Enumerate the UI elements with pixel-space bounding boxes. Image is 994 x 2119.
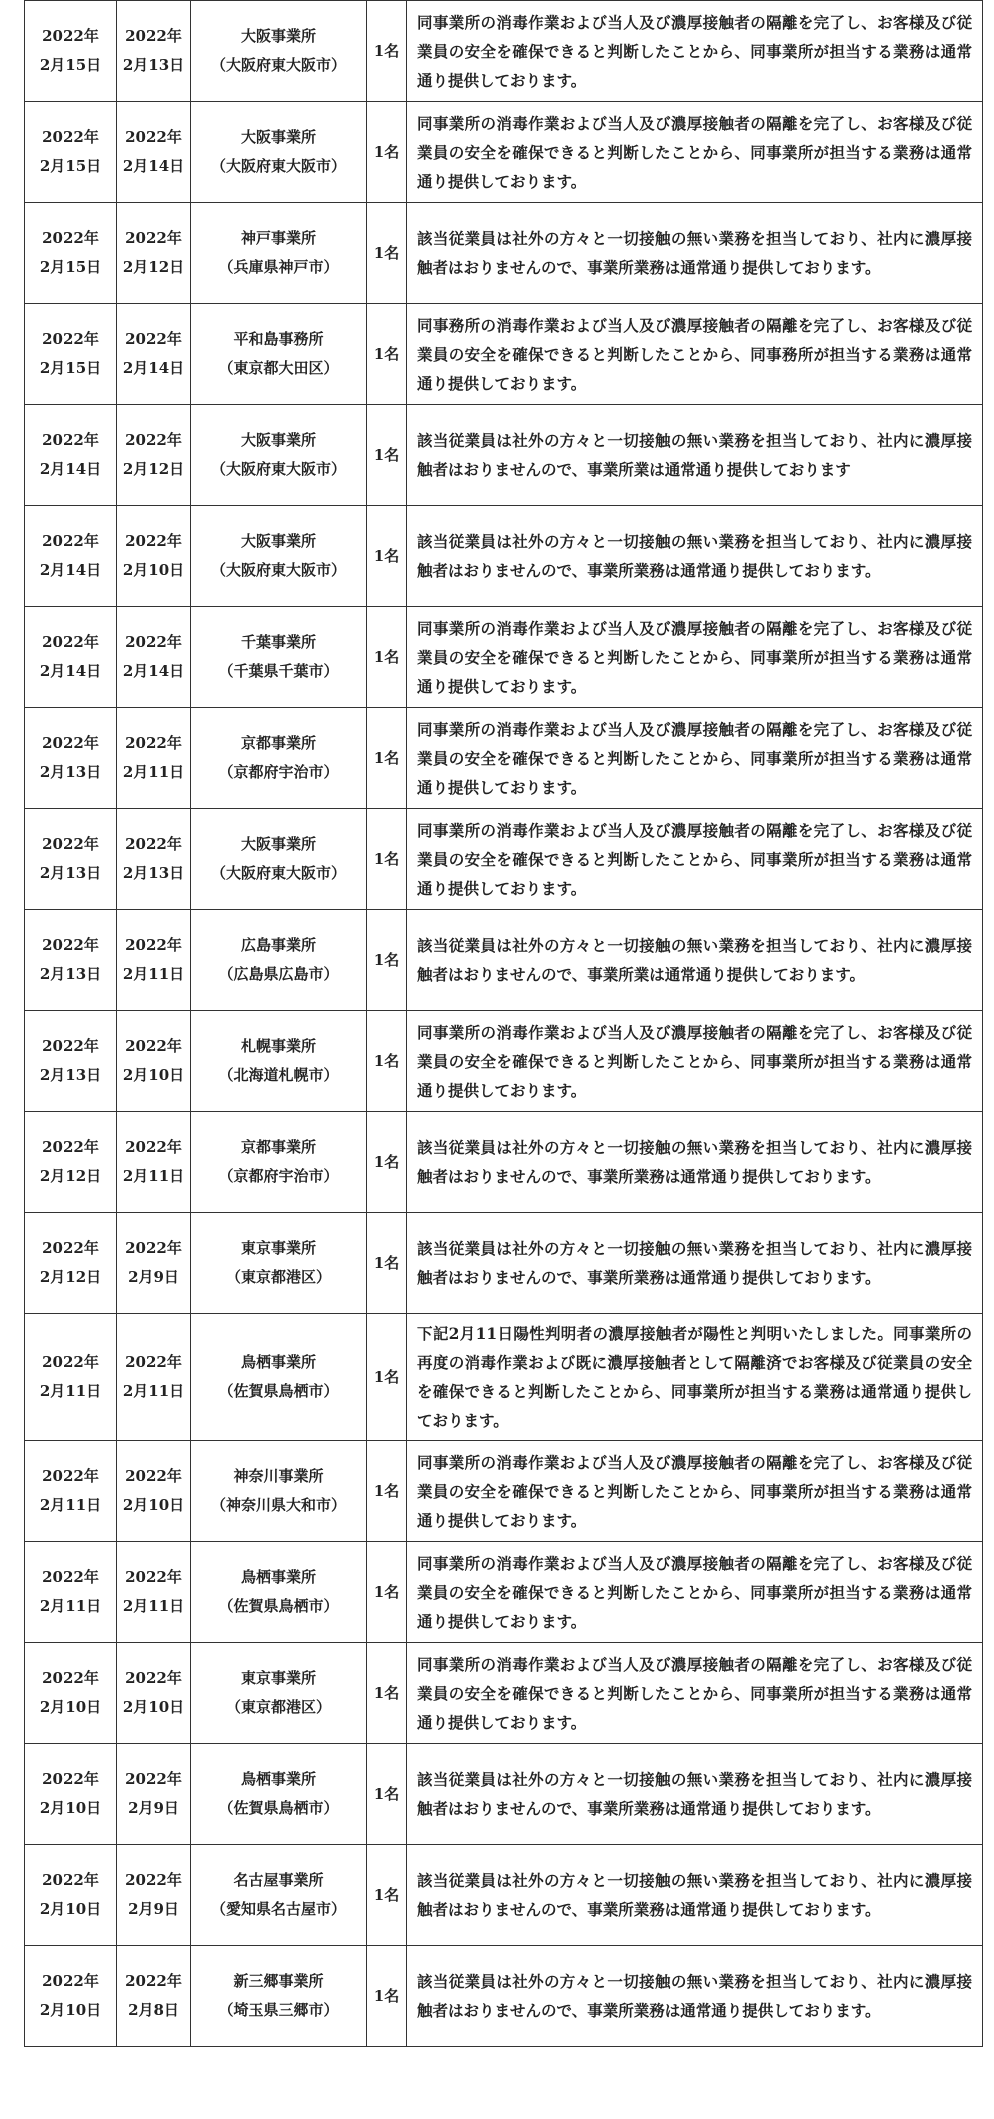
confirmed-date-cell <box>117 809 191 910</box>
office-cell <box>191 1441 367 1542</box>
office-cell-line: （京都府宇治市） <box>218 763 339 781</box>
published-date-cell-line: 2月15日 <box>39 157 102 175</box>
confirmed-date-cell <box>117 1 191 102</box>
confirmed-date-cell <box>117 506 191 607</box>
confirmed-date-cell-line: 2月8日 <box>128 2001 179 2019</box>
status-cell: 同事業所の消毒作業および当人及び濃厚接触者の隔離を完了し、お客様及び従業員の安全を確保できると判断したことから、同事業所が担当する業務は通常通り提供しております。 <box>407 1011 983 1112</box>
office-cell-line: 大阪事業所 <box>240 532 316 550</box>
published-date-cell-line: 2022年 <box>42 1239 99 1257</box>
confirmed-date-cell <box>117 102 191 203</box>
published-date-cell <box>25 607 117 708</box>
published-date-cell-line: 2022年 <box>42 1138 99 1156</box>
confirmed-date-cell-line: 2月11日 <box>122 763 185 781</box>
confirmed-date-cell-line: 2022年 <box>125 734 182 752</box>
office-cell-line: （千葉県千葉市） <box>218 662 339 680</box>
table-row <box>25 506 983 607</box>
office-cell-line: （京都府宇治市） <box>218 1167 339 1185</box>
confirmed-date-cell-line: 2月11日 <box>122 965 185 983</box>
published-date-cell <box>25 506 117 607</box>
office-cell-line: 広島事業所 <box>240 936 316 954</box>
office-cell <box>191 1 367 102</box>
confirmed-date-cell-line: 2月10日 <box>122 561 185 579</box>
table-row <box>25 910 983 1011</box>
office-cell-line: 千葉事業所 <box>240 633 316 651</box>
published-date-cell-line: 2月12日 <box>39 1268 102 1286</box>
published-date-cell <box>25 1542 117 1643</box>
published-date-cell <box>25 1314 117 1441</box>
office-cell-line: 鳥栖事業所 <box>240 1353 316 1371</box>
published-date-cell-line: 2022年 <box>42 936 99 954</box>
published-date-cell-line: 2月13日 <box>39 763 102 781</box>
office-cell-line: 神奈川事業所 <box>233 1467 324 1485</box>
confirmed-date-cell-line: 2022年 <box>125 229 182 247</box>
published-date-cell-line: 2月10日 <box>39 1900 102 1918</box>
table-row <box>25 1643 983 1744</box>
office-cell-line: 鳥栖事業所 <box>240 1568 316 1586</box>
confirmed-date-cell-line: 2022年 <box>125 633 182 651</box>
office-cell-line: 東京事業所 <box>240 1669 316 1687</box>
confirmed-date-cell <box>117 1112 191 1213</box>
published-date-cell-line: 2022年 <box>42 1568 99 1586</box>
status-cell: 該当従業員は社外の方々と一切接触の無い業務を担当しており、社内に濃厚接触者はおりませんので、事業所業は通常通り提供しております。 <box>407 910 983 1011</box>
count-cell: 1名 <box>367 1 407 102</box>
published-date-cell <box>25 708 117 809</box>
table-row <box>25 102 983 203</box>
published-date-cell-line: 2022年 <box>42 128 99 146</box>
published-date-cell <box>25 910 117 1011</box>
confirmed-date-cell <box>117 1946 191 2047</box>
office-cell-line: （神奈川県大和市） <box>210 1496 346 1514</box>
count-cell: 1名 <box>367 1946 407 2047</box>
count-cell: 1名 <box>367 1542 407 1643</box>
confirmed-date-cell <box>117 1845 191 1946</box>
count-cell: 1名 <box>367 506 407 607</box>
confirmed-date-cell <box>117 607 191 708</box>
published-date-cell <box>25 809 117 910</box>
count-cell: 1名 <box>367 1011 407 1112</box>
status-cell: 該当従業員は社外の方々と一切接触の無い業務を担当しており、社内に濃厚接触者はおりませんので、事業所業務は通常通り提供しております。 <box>407 1946 983 2047</box>
confirmed-date-cell-line: 2022年 <box>125 835 182 853</box>
office-cell-line: （佐賀県鳥栖市） <box>218 1799 339 1817</box>
confirmed-date-cell <box>117 304 191 405</box>
confirmed-date-cell <box>117 1643 191 1744</box>
count-cell: 1名 <box>367 910 407 1011</box>
published-date-cell-line: 2月13日 <box>39 1066 102 1084</box>
confirmed-date-cell-line: 2月9日 <box>128 1799 179 1817</box>
published-date-cell-line: 2月15日 <box>39 258 102 276</box>
published-date-cell <box>25 1011 117 1112</box>
office-cell-line: （東京都港区） <box>225 1268 331 1286</box>
confirmed-date-cell-line: 2022年 <box>125 1770 182 1788</box>
office-cell-line: （東京都大田区） <box>218 359 339 377</box>
published-date-cell <box>25 1845 117 1946</box>
table-row <box>25 405 983 506</box>
status-cell: 該当従業員は社外の方々と一切接触の無い業務を担当しており、社内に濃厚接触者はおりませんので、事業所業務は通常通り提供しております。 <box>407 1744 983 1845</box>
status-cell: 該当従業員は社外の方々と一切接触の無い業務を担当しており、社内に濃厚接触者はおりませんので、事業所業務は通常通り提供しております。 <box>407 203 983 304</box>
office-cell-line: 鳥栖事業所 <box>240 1770 316 1788</box>
office-cell-line: 神戸事業所 <box>240 229 316 247</box>
table-row <box>25 1314 983 1441</box>
office-cell-line: （大阪府東大阪市） <box>210 561 346 579</box>
office-cell <box>191 506 367 607</box>
published-date-cell <box>25 203 117 304</box>
published-date-cell-line: 2022年 <box>42 1770 99 1788</box>
published-date-cell-line: 2月11日 <box>39 1496 102 1514</box>
table-row <box>25 1112 983 1213</box>
office-cell <box>191 708 367 809</box>
published-date-cell <box>25 1441 117 1542</box>
status-cell: 同事務所の消毒作業および当人及び濃厚接触者の隔離を完了し、お客様及び従業員の安全を確保できると判断したことから、同事務所が担当する業務は通常通り提供しております。 <box>407 304 983 405</box>
office-cell-line: 京都事業所 <box>240 734 316 752</box>
confirmed-date-cell-line: 2022年 <box>125 1239 182 1257</box>
count-cell: 1名 <box>367 708 407 809</box>
office-cell <box>191 1744 367 1845</box>
office-cell-line: 大阪事業所 <box>240 27 316 45</box>
office-cell-line: 東京事業所 <box>240 1239 316 1257</box>
published-date-cell-line: 2月14日 <box>39 460 102 478</box>
count-cell: 1名 <box>367 1314 407 1441</box>
confirmed-date-cell-line: 2022年 <box>125 936 182 954</box>
table-row <box>25 1744 983 1845</box>
office-cell-line: 京都事業所 <box>240 1138 316 1156</box>
office-cell <box>191 1542 367 1643</box>
confirmed-date-cell <box>117 1314 191 1441</box>
published-date-cell-line: 2月10日 <box>39 1799 102 1817</box>
published-date-cell-line: 2月12日 <box>39 1167 102 1185</box>
count-cell: 1名 <box>367 405 407 506</box>
confirmed-date-cell-line: 2022年 <box>125 1669 182 1687</box>
table-row <box>25 1213 983 1314</box>
published-date-cell-line: 2022年 <box>42 1871 99 1889</box>
table-row <box>25 1011 983 1112</box>
office-cell <box>191 304 367 405</box>
published-date-cell-line: 2月14日 <box>39 662 102 680</box>
published-date-cell-line: 2月11日 <box>39 1597 102 1615</box>
office-cell-line: （兵庫県神戸市） <box>218 258 339 276</box>
office-cell-line: 新三郷事業所 <box>233 1972 324 1990</box>
published-date-cell-line: 2022年 <box>42 734 99 752</box>
confirmed-date-cell-line: 2月12日 <box>122 258 185 276</box>
confirmed-date-cell-line: 2022年 <box>125 1138 182 1156</box>
office-cell-line: （大阪府東大阪市） <box>210 864 346 882</box>
table-row <box>25 1 983 102</box>
office-cell-line: 大阪事業所 <box>240 431 316 449</box>
confirmed-date-cell <box>117 708 191 809</box>
confirmed-date-cell-line: 2022年 <box>125 1972 182 1990</box>
office-cell <box>191 1643 367 1744</box>
office-cell-line: （大阪府東大阪市） <box>210 157 346 175</box>
confirmed-date-cell-line: 2022年 <box>125 1568 182 1586</box>
office-cell <box>191 1845 367 1946</box>
status-cell: 同事業所の消毒作業および当人及び濃厚接触者の隔離を完了し、お客様及び従業員の安全を確保できると判断したことから、同事業所が担当する業務は通常通り提供しております。 <box>407 1 983 102</box>
office-cell <box>191 607 367 708</box>
count-cell: 1名 <box>367 203 407 304</box>
confirmed-date-cell-line: 2月14日 <box>122 662 185 680</box>
confirmed-date-cell <box>117 203 191 304</box>
table-row <box>25 1946 983 2047</box>
office-cell-line: 平和島事務所 <box>233 330 324 348</box>
table-body <box>25 1 983 2047</box>
published-date-cell-line: 2022年 <box>42 330 99 348</box>
table-row <box>25 1542 983 1643</box>
status-cell: 該当従業員は社外の方々と一切接触の無い業務を担当しており、社内に濃厚接触者はおりませんので、事業所業務は通常通り提供しております。 <box>407 506 983 607</box>
office-cell-line: （東京都港区） <box>225 1698 331 1716</box>
published-date-cell-line: 2022年 <box>42 532 99 550</box>
confirmed-date-cell-line: 2月11日 <box>122 1382 185 1400</box>
confirmed-date-cell-line: 2月10日 <box>122 1698 185 1716</box>
confirmed-date-cell <box>117 1542 191 1643</box>
published-date-cell-line: 2022年 <box>42 1669 99 1687</box>
confirmed-date-cell-line: 2022年 <box>125 532 182 550</box>
published-date-cell <box>25 304 117 405</box>
confirmed-date-cell-line: 2022年 <box>125 128 182 146</box>
published-date-cell-line: 2月11日 <box>39 1382 102 1400</box>
office-cell-line: （大阪府東大阪市） <box>210 460 346 478</box>
count-cell: 1名 <box>367 1112 407 1213</box>
office-cell <box>191 203 367 304</box>
status-cell: 該当従業員は社外の方々と一切接触の無い業務を担当しており、社内に濃厚接触者はおりませんので、事業所業務は通常通り提供しております。 <box>407 1845 983 1946</box>
confirmed-date-cell <box>117 1744 191 1845</box>
published-date-cell-line: 2022年 <box>42 27 99 45</box>
confirmed-date-cell <box>117 1011 191 1112</box>
count-cell: 1名 <box>367 102 407 203</box>
published-date-cell <box>25 1946 117 2047</box>
status-cell: 同事業所の消毒作業および当人及び濃厚接触者の隔離を完了し、お客様及び従業員の安全を確保できると判断したことから、同事業所が担当する業務は通常通り提供しております。 <box>407 1643 983 1744</box>
office-cell-line: 大阪事業所 <box>240 128 316 146</box>
status-cell: 下記2月11日陽性判明者の濃厚接触者が陽性と判明いたしました。同事業所の再度の消毒作業および既に濃厚接触者として隔離済でお客様及び従業員の安全を確保できると判断したことから、同事業所が担当する業務は通常通り提供しております。 <box>407 1314 983 1441</box>
published-date-cell <box>25 1112 117 1213</box>
table-row <box>25 607 983 708</box>
count-cell: 1名 <box>367 1441 407 1542</box>
confirmed-date-cell <box>117 1441 191 1542</box>
office-cell <box>191 405 367 506</box>
status-cell: 該当従業員は社外の方々と一切接触の無い業務を担当しており、社内に濃厚接触者はおりませんので、事業所業は通常通り提供しております <box>407 405 983 506</box>
published-date-cell <box>25 1643 117 1744</box>
published-date-cell-line: 2月13日 <box>39 965 102 983</box>
confirmed-date-cell-line: 2022年 <box>125 1871 182 1889</box>
office-cell <box>191 1314 367 1441</box>
count-cell: 1名 <box>367 304 407 405</box>
published-date-cell-line: 2月10日 <box>39 2001 102 2019</box>
table-row <box>25 1845 983 1946</box>
published-date-cell <box>25 102 117 203</box>
confirmed-date-cell-line: 2月14日 <box>122 359 185 377</box>
published-date-cell-line: 2022年 <box>42 431 99 449</box>
office-cell-line: 名古屋事業所 <box>233 1871 324 1889</box>
published-date-cell-line: 2月13日 <box>39 864 102 882</box>
published-date-cell-line: 2022年 <box>42 633 99 651</box>
infection-report-table <box>24 0 983 2047</box>
office-cell <box>191 809 367 910</box>
status-cell: 同事業所の消毒作業および当人及び濃厚接触者の隔離を完了し、お客様及び従業員の安全を確保できると判断したことから、同事業所が担当する業務は通常通り提供しております。 <box>407 809 983 910</box>
confirmed-date-cell-line: 2月10日 <box>122 1496 185 1514</box>
status-cell: 該当従業員は社外の方々と一切接触の無い業務を担当しており、社内に濃厚接触者はおりませんので、事業所業務は通常通り提供しております。 <box>407 1213 983 1314</box>
published-date-cell-line: 2022年 <box>42 1972 99 1990</box>
table-row <box>25 708 983 809</box>
confirmed-date-cell-line: 2月12日 <box>122 460 185 478</box>
confirmed-date-cell-line: 2月9日 <box>128 1900 179 1918</box>
confirmed-date-cell-line: 2月9日 <box>128 1268 179 1286</box>
published-date-cell-line: 2月15日 <box>39 56 102 74</box>
office-cell <box>191 910 367 1011</box>
confirmed-date-cell-line: 2月13日 <box>122 56 185 74</box>
confirmed-date-cell <box>117 910 191 1011</box>
office-cell-line: （北海道札幌市） <box>218 1066 339 1084</box>
office-cell-line: （広島県広島市） <box>218 965 339 983</box>
confirmed-date-cell-line: 2022年 <box>125 431 182 449</box>
office-cell <box>191 1213 367 1314</box>
table-row <box>25 809 983 910</box>
count-cell: 1名 <box>367 1845 407 1946</box>
published-date-cell-line: 2022年 <box>42 1353 99 1371</box>
office-cell <box>191 1011 367 1112</box>
count-cell: 1名 <box>367 1643 407 1744</box>
office-cell-line: 札幌事業所 <box>240 1037 316 1055</box>
published-date-cell-line: 2022年 <box>42 1037 99 1055</box>
office-cell <box>191 1946 367 2047</box>
confirmed-date-cell-line: 2月10日 <box>122 1066 185 1084</box>
published-date-cell <box>25 1 117 102</box>
office-cell-line: （愛知県名古屋市） <box>210 1900 346 1918</box>
published-date-cell-line: 2月15日 <box>39 359 102 377</box>
published-date-cell-line: 2月10日 <box>39 1698 102 1716</box>
confirmed-date-cell-line: 2月14日 <box>122 157 185 175</box>
status-cell: 同事業所の消毒作業および当人及び濃厚接触者の隔離を完了し、お客様及び従業員の安全を確保できると判断したことから、同事業所が担当する業務は通常通り提供しております。 <box>407 102 983 203</box>
status-cell: 同事業所の消毒作業および当人及び濃厚接触者の隔離を完了し、お客様及び従業員の安全を確保できると判断したことから、同事業所が担当する業務は通常通り提供しております。 <box>407 1441 983 1542</box>
confirmed-date-cell-line: 2月11日 <box>122 1167 185 1185</box>
office-cell-line: （佐賀県鳥栖市） <box>218 1382 339 1400</box>
table-row <box>25 203 983 304</box>
published-date-cell-line: 2022年 <box>42 229 99 247</box>
office-cell-line: 大阪事業所 <box>240 835 316 853</box>
office-cell-line: （大阪府東大阪市） <box>210 56 346 74</box>
confirmed-date-cell <box>117 405 191 506</box>
published-date-cell <box>25 405 117 506</box>
confirmed-date-cell-line: 2月13日 <box>122 864 185 882</box>
confirmed-date-cell-line: 2022年 <box>125 1467 182 1485</box>
status-cell: 同事業所の消毒作業および当人及び濃厚接触者の隔離を完了し、お客様及び従業員の安全を確保できると判断したことから、同事業所が担当する業務は通常通り提供しております。 <box>407 1542 983 1643</box>
status-cell: 同事業所の消毒作業および当人及び濃厚接触者の隔離を完了し、お客様及び従業員の安全を確保できると判断したことから、同事業所が担当する業務は通常通り提供しております。 <box>407 607 983 708</box>
office-cell-line: （埼玉県三郷市） <box>218 2001 339 2019</box>
table-row <box>25 1441 983 1542</box>
office-cell-line: （佐賀県鳥栖市） <box>218 1597 339 1615</box>
published-date-cell-line: 2月14日 <box>39 561 102 579</box>
office-cell <box>191 1112 367 1213</box>
status-cell: 同事業所の消毒作業および当人及び濃厚接触者の隔離を完了し、お客様及び従業員の安全を確保できると判断したことから、同事業所が担当する業務は通常通り提供しております。 <box>407 708 983 809</box>
count-cell: 1名 <box>367 607 407 708</box>
published-date-cell-line: 2022年 <box>42 1467 99 1485</box>
office-cell <box>191 102 367 203</box>
confirmed-date-cell-line: 2022年 <box>125 1353 182 1371</box>
published-date-cell-line: 2022年 <box>42 835 99 853</box>
table-row <box>25 304 983 405</box>
published-date-cell <box>25 1213 117 1314</box>
confirmed-date-cell-line: 2022年 <box>125 1037 182 1055</box>
count-cell: 1名 <box>367 809 407 910</box>
status-cell: 該当従業員は社外の方々と一切接触の無い業務を担当しており、社内に濃厚接触者はおりませんので、事業所業務は通常通り提供しております。 <box>407 1112 983 1213</box>
confirmed-date-cell-line: 2022年 <box>125 330 182 348</box>
published-date-cell <box>25 1744 117 1845</box>
confirmed-date-cell-line: 2022年 <box>125 27 182 45</box>
count-cell: 1名 <box>367 1744 407 1845</box>
confirmed-date-cell-line: 2月11日 <box>122 1597 185 1615</box>
count-cell: 1名 <box>367 1213 407 1314</box>
confirmed-date-cell <box>117 1213 191 1314</box>
